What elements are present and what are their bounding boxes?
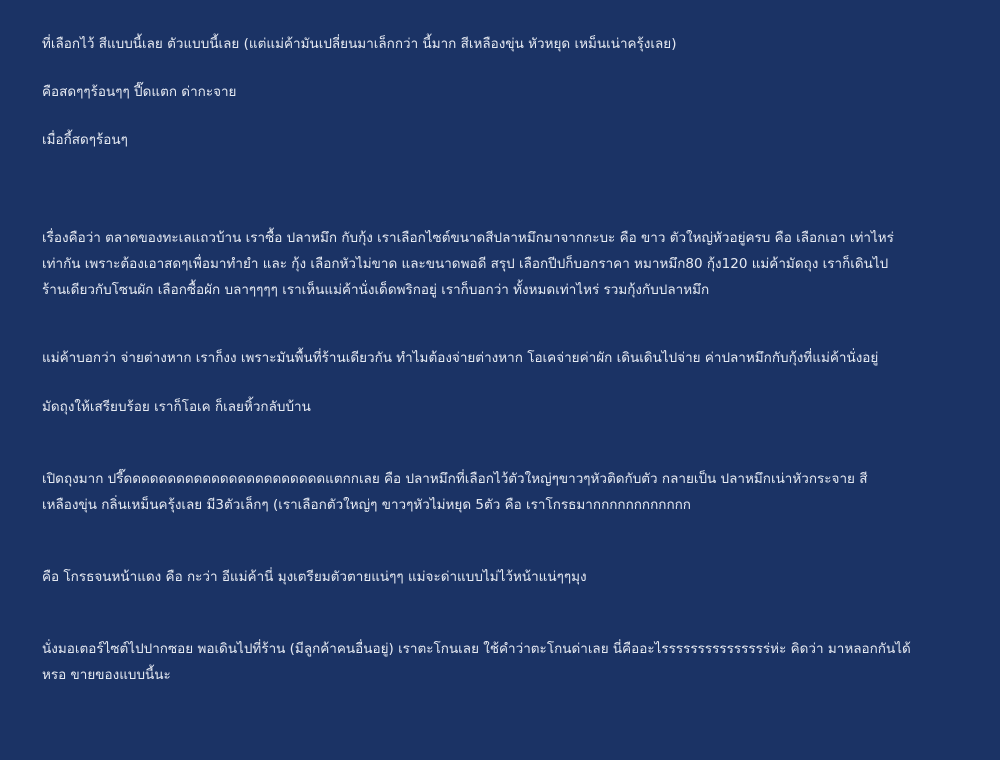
post-paragraph xyxy=(42,225,972,303)
post-paragraph xyxy=(42,127,972,153)
paragraph-line: คือ โกรธจนหน้าแดง คือ กะว่า อีแม่ค้านี่ มุงเตรียมตัวตายแน่ๆๆ แม่จะด่าแบบไม่ไว้หน้าแน่ๆๆมุง xyxy=(42,569,587,585)
paragraph-line: คือสดๆๆร้อนๆๆ ปี๊ดแตก ด่ากะจาย xyxy=(42,84,237,100)
post-paragraph xyxy=(42,79,972,105)
paragraph-line: เท่ากัน เพราะต้องเอาสดๆเพื่อมาทำยำ และ กุ้ง เลือกหัวไม่ขาด และขนาดพอดี สรุป เลือกปีปก็บอกราคา หมาหมึก80 กุ้ง120 แม่ค้ามัดถุง เราก็เดินไป xyxy=(42,256,889,272)
paragraph-line: เมื่อกี้สดๆร้อนๆ xyxy=(42,132,128,148)
paragraph-line: หรอ ขายของแบบนี้นะ xyxy=(42,667,171,683)
paragraph-line: เหลืองขุ่น กลิ่นเหม็นครุ้งเลย มี3ตัวเล็กๆ (เราเลือกตัวใหญ่ๆ ขาวๆหัวไม่หยุด 5ตัว คือ เราโกรธมากกกกกกกกกกกก xyxy=(42,497,691,513)
paragraph-line: เรื่องคือว่า ตลาดของทะเลแถวบ้าน เราซื้อ ปลาหมึก กับกุ้ง เราเลือกไซต์ขนาดสีปลาหมึกมาจากกะบะ คือ ขาว ตัวใหญ่หัวอยู่ครบ คือ เลือกเอา เท่าไหร่ xyxy=(42,230,894,246)
paragraph-line: ร้านเดียวกับโซนผัก เลือกซื้อผัก บลาๆๆๆๆ เราเห็นแม่ค้านั่งเด็ดพริกอยู่ เราก็บอกว่า ทั้งหมดเท่าไหร่ รวมกุ้งกับปลาหมึก xyxy=(42,282,710,298)
post-paragraph xyxy=(42,636,972,688)
post-paragraph xyxy=(42,394,972,420)
paragraph-line: ที่เลือกไว้ สีแบบนี้เลย ตัวแบบนี้เลย (แต่แม่ค้ามันเปลี่ยนมาเล็กกว่า นี้มาก สีเหลืองขุ่น หัวหยุด เหม็นเน่าครุ้งเลย) xyxy=(42,36,677,52)
post-paragraph xyxy=(42,466,972,518)
paragraph-line: มัดถุงให้เสรียบร้อย เราก็โอเค ก็เลยหิ้วกลับบ้าน xyxy=(42,399,311,415)
paragraph-line: แม่ค้าบอกว่า จ่ายต่างหาก เราก็งง เพราะมันพื้นที่ร้านเดียวกัน ทำไมต้องจ่ายต่างหาก โอเคจ่ายค่าผัก เดินเดินไปจ่าย ค่าปลาหมึกกับกุ้งที่แม่ค้านั่งอยู่ xyxy=(42,350,879,366)
post-paragraph xyxy=(42,564,972,590)
post-paragraph xyxy=(42,31,972,57)
paragraph-line: นั่งมอเตอร์ไซต์ไปปากซอย พอเดินไปที่ร้าน (มีลูกค้าคนอื่นอยู่) เราตะโกนเลย ใช้คำว่าตะโกนด่าเลย นี่คืออะไรรรรรรรรรรรรรรร่ห่ะ คิดว่า มาหลอกกันได้ xyxy=(42,641,911,657)
post-paragraph xyxy=(42,345,972,371)
paragraph-line: เปิดถุงมาก ปรี๊ดดดดดดดดดดดดดดดดดดดดดดดแตกกเลย คือ ปลาหมึกที่เลือกไว้ตัวใหญ่ๆขาวๆหัวติดกับตัว กลายเป็น ปลาหมึกเน่าหัวกระจาย สี xyxy=(42,471,868,487)
